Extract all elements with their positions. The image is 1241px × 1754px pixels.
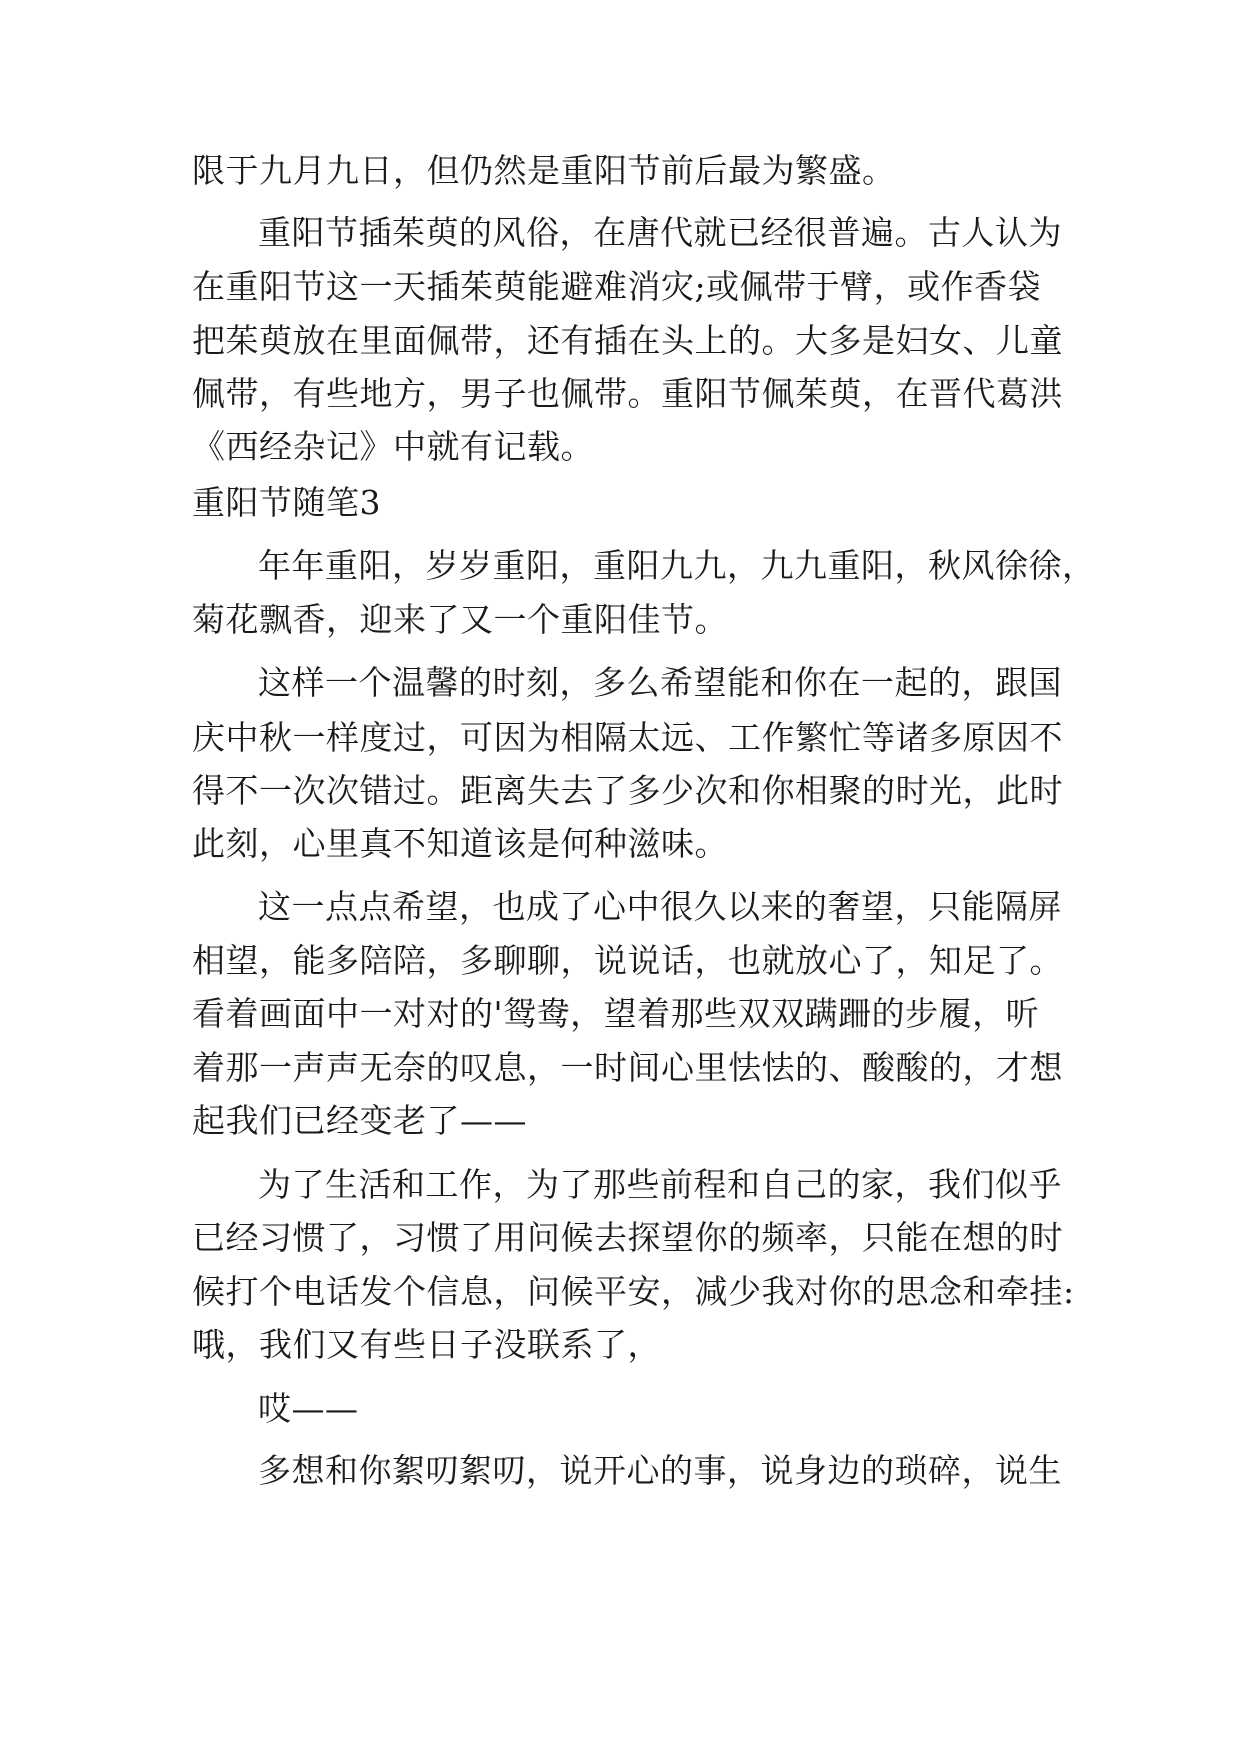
paragraph-first-line: 为了生活和工作，为了那些前程和自己的家，我们似乎 <box>258 1165 1062 1204</box>
section-heading: 重阳节随笔3 <box>192 483 381 522</box>
text-line: 看着画面中一对对的'鸳鸯，望着那些双双蹒跚的步履，听 <box>192 994 1040 1033</box>
text-line: 限于九月九日，但仍然是重阳节前后最为繁盛。 <box>192 151 896 190</box>
paragraph-first-line: 这样一个温馨的时刻，多么希望能和你在一起的，跟国 <box>258 663 1062 702</box>
text-line: 此刻，心里真不知道该是何种滋味。 <box>192 824 728 863</box>
paragraph-first-line: 多想和你絮叨絮叨，说开心的事，说身边的琐碎，说生 <box>258 1451 1062 1490</box>
paragraph-first-line: 这一点点希望，也成了心中很久以来的奢望，只能隔屏 <box>258 887 1062 926</box>
text-line: 哦，我们又有些日子没联系了， <box>192 1325 661 1364</box>
text-line: 把茱萸放在里面佩带，还有插在头上的。大多是妇女、儿童 <box>192 321 1063 360</box>
text-line: 已经习惯了，习惯了用问候去探望你的频率，只能在想的时 <box>192 1218 1063 1257</box>
text-line: 佩带，有些地方，男子也佩带。重阳节佩茱萸，在晋代葛洪 <box>192 374 1063 413</box>
paragraph-first-line: 年年重阳，岁岁重阳，重阳九九，九九重阳，秋风徐徐， <box>258 546 1096 585</box>
text-line: 《西经杂记》中就有记载。 <box>192 427 594 466</box>
text-line: 得不一次次错过。距离失去了多少次和你相聚的时光，此时 <box>192 771 1063 810</box>
text-line: 相望，能多陪陪，多聊聊，说说话，也就放心了，知足了。 <box>192 941 1063 980</box>
paragraph-first-line: 哎—— <box>258 1389 359 1428</box>
text-line: 着那一声声无奈的叹息，一时间心里怯怯的、酸酸的，才想 <box>192 1048 1063 1087</box>
text-line: 候打个电话发个信息，问候平安，减少我对你的思念和牵挂: <box>192 1272 1075 1311</box>
text-line: 在重阳节这一天插茱萸能避难消灾;或佩带于臂，或作香袋 <box>192 267 1042 306</box>
paragraph-first-line: 重阳节插茱萸的风俗，在唐代就已经很普遍。古人认为 <box>258 213 1062 252</box>
text-line: 起我们已经变老了—— <box>192 1101 527 1140</box>
text-line: 庆中秋一样度过，可因为相隔太远、工作繁忙等诸多原因不 <box>192 718 1063 757</box>
text-line: 菊花飘香，迎来了又一个重阳佳节。 <box>192 600 728 639</box>
